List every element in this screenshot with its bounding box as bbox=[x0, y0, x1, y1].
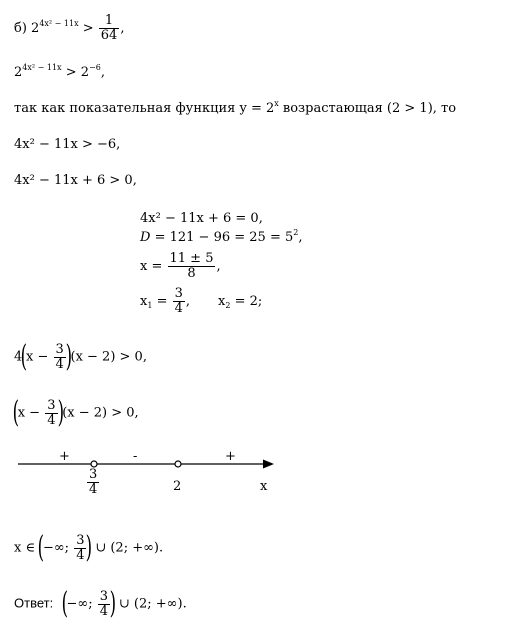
number-line-axis bbox=[0, 440, 506, 510]
subscript: 2 bbox=[225, 301, 231, 310]
number-line bbox=[0, 440, 506, 510]
fraction-3-4 bbox=[74, 534, 86, 563]
punct: , bbox=[120, 21, 125, 36]
minus-infinity: −∞; bbox=[66, 596, 97, 612]
point-label-3-4 bbox=[86, 468, 100, 497]
exponent: x bbox=[274, 99, 279, 108]
punct: , bbox=[216, 259, 221, 274]
explanation-text bbox=[14, 99, 457, 116]
denominator: 4 bbox=[99, 603, 109, 619]
answer bbox=[14, 586, 187, 621]
roots-formula bbox=[140, 252, 221, 281]
x2-value: = 2; bbox=[230, 294, 263, 309]
inequality-quadratic: 4x² − 11x + 6 > 0, bbox=[14, 173, 137, 188]
relation-base: > 2 bbox=[61, 65, 90, 80]
punct: , bbox=[298, 230, 303, 245]
denominator: 4 bbox=[76, 547, 85, 563]
explanation-part-b: возрастающая (2 > 1), то bbox=[278, 101, 457, 116]
denominator: 4 bbox=[89, 482, 98, 497]
discriminant bbox=[140, 228, 303, 245]
fraction-3-4 bbox=[87, 468, 99, 497]
equals: = bbox=[152, 294, 172, 309]
numerator: 3 bbox=[55, 341, 64, 357]
x2: x bbox=[218, 294, 226, 309]
paren-left: ( bbox=[12, 395, 20, 430]
roots-values bbox=[140, 287, 262, 316]
punct: , bbox=[185, 294, 191, 309]
factored-inequality bbox=[14, 339, 147, 374]
inequality-exponents: 4x² − 11x > −6, bbox=[14, 137, 121, 152]
numerator: 1 bbox=[99, 14, 120, 29]
paren-left: ( bbox=[37, 530, 45, 565]
paren-right: ) bbox=[57, 395, 64, 430]
x-equals: x = bbox=[140, 259, 167, 274]
paren-left: ( bbox=[20, 339, 28, 374]
minus-infinity: −∞; bbox=[42, 540, 74, 556]
fraction-1-64 bbox=[99, 14, 120, 43]
x-minus: x − bbox=[26, 349, 53, 365]
open-point-2 bbox=[175, 461, 181, 467]
paren-right: ) bbox=[65, 339, 72, 374]
inequality-original bbox=[14, 14, 124, 43]
paren-right: ) bbox=[109, 586, 117, 621]
x-in: x ∈ bbox=[14, 540, 40, 556]
numerator: 3 bbox=[47, 397, 56, 413]
paren-right: ) bbox=[86, 530, 93, 565]
remaining-factor: (x − 2) > 0, bbox=[70, 349, 147, 365]
denominator: 4 bbox=[55, 356, 64, 372]
denominator: 8 bbox=[187, 266, 196, 281]
numerator: 3 bbox=[89, 467, 98, 482]
fraction-3-4 bbox=[54, 343, 66, 372]
fraction-3-4 bbox=[98, 590, 110, 619]
punct: , bbox=[100, 65, 105, 80]
discriminant-value: = 121 − 96 = 25 = 5 bbox=[150, 230, 294, 245]
denominator: 4 bbox=[47, 412, 56, 428]
numerator: 11 ± 5 bbox=[169, 251, 214, 266]
answer-label: Ответ: bbox=[14, 595, 57, 611]
arrow-head-icon bbox=[263, 460, 274, 469]
explanation-part-a: так как показательная функция y = 2 bbox=[14, 101, 275, 116]
base: 2 bbox=[14, 65, 23, 80]
point-label-2: 2 bbox=[173, 479, 182, 494]
numerator: 3 bbox=[99, 588, 109, 604]
subscript: 1 bbox=[147, 301, 153, 310]
inequality-same-base bbox=[14, 63, 105, 80]
paren-left: ( bbox=[61, 586, 68, 621]
exponent-right: −6 bbox=[89, 63, 101, 72]
factored-inequality-simplified bbox=[12, 395, 139, 430]
exponent: 4x² − 11x bbox=[22, 63, 62, 72]
sign-middle: - bbox=[133, 449, 138, 464]
numerator: 3 bbox=[76, 532, 85, 548]
fraction-3-4 bbox=[45, 399, 57, 428]
quadratic-equation: 4x² − 11x + 6 = 0, bbox=[140, 211, 263, 226]
x-minus: x − bbox=[17, 405, 45, 421]
fraction-roots bbox=[168, 252, 216, 281]
discriminant-symbol: D bbox=[140, 230, 151, 245]
fraction-3-4 bbox=[173, 287, 185, 316]
axis-label-x: x bbox=[260, 479, 268, 494]
sign-right: + bbox=[225, 449, 236, 464]
denominator: 4 bbox=[174, 301, 183, 316]
relation: > bbox=[78, 21, 98, 36]
solution-set bbox=[14, 530, 164, 565]
coefficient: 4 bbox=[14, 349, 23, 365]
x1: x bbox=[140, 294, 148, 309]
exponent: 2 bbox=[293, 228, 299, 237]
union-interval: ∪ (2; +∞). bbox=[114, 596, 187, 612]
label-b: б) 2 bbox=[14, 21, 40, 36]
remaining-factor: (x − 2) > 0, bbox=[62, 405, 139, 421]
exponent: 4x² − 11x bbox=[39, 19, 79, 28]
sign-left: + bbox=[59, 449, 70, 464]
union-interval: ∪ (2; +∞). bbox=[91, 540, 164, 556]
denominator: 64 bbox=[100, 28, 118, 43]
numerator: 3 bbox=[174, 286, 183, 301]
